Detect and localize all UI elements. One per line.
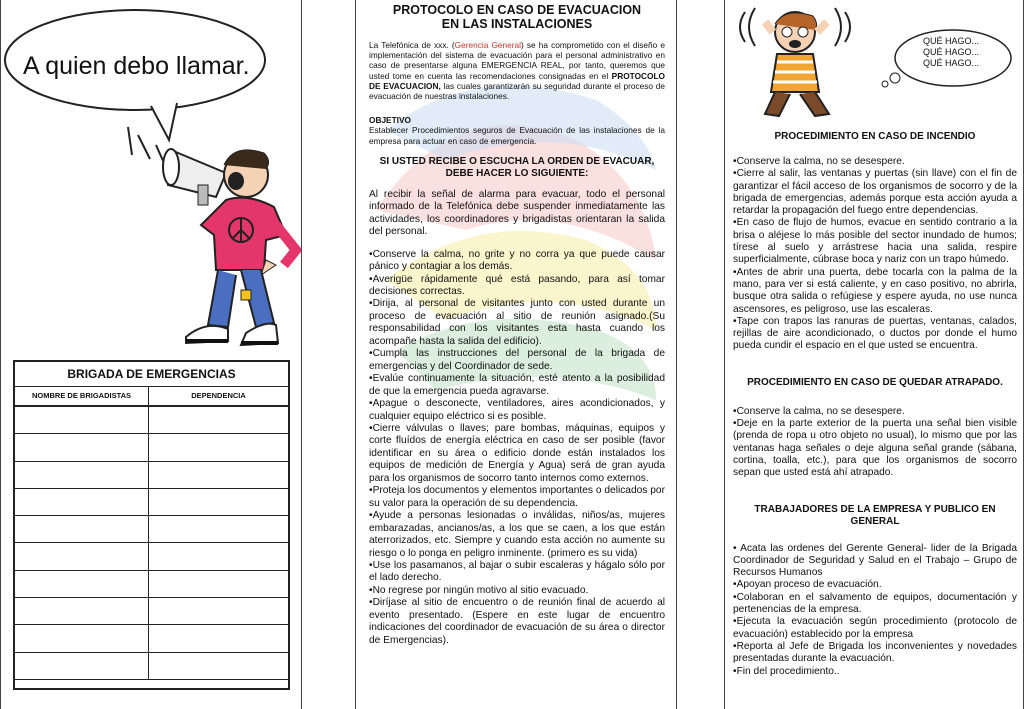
brigadist-name-cell — [15, 516, 149, 543]
brigadist-name-cell — [15, 571, 149, 598]
brigadist-name-cell — [15, 625, 149, 652]
left-panel — [0, 0, 302, 709]
department-cell — [149, 625, 288, 652]
fire-procedure-item: •Tape con trapos las ranuras de puertas, ventanas, calados, rejillas de aire acondicionado, o ductos por donde el humo pueda cundir el espacio en el que usted se encuentra. — [733, 315, 1017, 352]
evacuation-instruction-item: •Ayude a personas lesionadas o inválidas, niños/as, mujeres embarazadas, ancianos/as, a los que se caen, a los que están aterrorizados, etc. Siempre y cuando esta acción no aumente su riesgo o lo ponga en peligro inminente. (primero es su vida) — [369, 510, 665, 559]
objective-title: OBJETIVO — [369, 115, 411, 126]
workers-list — [733, 543, 1017, 678]
workers-item: •Reporta al Jefe de Brigada los inconvenientes y novedades presentadas durante la evacuación. — [733, 640, 1017, 665]
fire-procedure-item: •Cierre al salir, las ventanas y puertas (sin llave) con el fin de garantizar el fácil acceso de los organismos de socorro y de la brigada de emergencias, además porque esta acción ayuda a retardar la propagación del fuego entre dependencias. — [733, 168, 1017, 217]
thought-line: QUÉ HAGO... — [923, 58, 980, 68]
evacuation-instructions-list — [369, 249, 665, 648]
protocol-title-line2: EN LAS INSTALACIONES — [441, 17, 593, 31]
evacuation-instruction-item: •Cierre válvulas o llaves; pare bombas, máquinas, equipos y corte fluídos de energía eléctrica en caso de ser posible (favor identificar en su área o edificio donde están instalados los equipos de medición de Energía y Agua) será de gran ayuda para los organismos de socorro tanto internos como externos. — [369, 422, 665, 484]
brigade-table — [13, 360, 290, 690]
workers-item: • Acata las ordenes del Gerente General- lider de la Brigada Coordinador de Seguridad y Salud en el Trabajo – Grupo de Recursos Humanos — [733, 542, 1017, 579]
middle-content — [369, 3, 665, 647]
department-cell — [149, 407, 288, 434]
intro-text-bold: PROTOCOLO DE EVACUACION, — [369, 70, 665, 91]
evacuation-instruction-item: •Dirija, al personal de visitantes junto con usted durante un proceso de evacuación al sitio de reunión asignado.(Su responsabilidad con los visitantes esta hasta cuando los acompañe hasta la salida del edificio). — [369, 298, 665, 347]
trapped-procedure-heading: PROCEDIMIENTO EN CASO DE QUEDAR ATRAPADO. — [747, 376, 1003, 388]
thought-line: QUÉ HAGO... — [923, 47, 980, 57]
intro-text-b: ) se ha comprometido con el diseño e implementación del sistema de evacuación para el personal administrativo en caso de presentarse alguna EMERGENCIA REAL, por tanto, queremos que usted tome en cuenta las recomendaciones consignadas en el — [369, 40, 666, 81]
fire-procedure-list — [733, 156, 1017, 353]
middle-panel — [355, 0, 677, 709]
department-cell — [149, 571, 288, 598]
workers-item: •Fin del procedimiento.. — [733, 665, 840, 677]
worried-person-illustration — [735, 2, 865, 124]
thought-bubble-text — [923, 36, 979, 69]
department-cell — [149, 462, 288, 489]
evacuation-instruction-item: •Proteja los documentos y elementos importantes o delicados por su valor para la operación de su dependencia. — [369, 485, 665, 509]
intro-text-a: La Telefónica de xxx. ( — [369, 40, 455, 50]
department-cell — [149, 434, 288, 461]
workers-item: •Ejecuta la evacuación según procedimiento (protocolo de evacuación) establecido por la empresa — [733, 616, 1017, 640]
right-panel — [724, 0, 1024, 709]
protocol-title-line1: PROTOCOLO EN CASO DE EVACUACION — [392, 3, 642, 17]
brigadist-name-cell — [15, 407, 149, 434]
evacuation-instruction-item: •No regrese por ningún motivo al sitio evacuado. — [369, 584, 589, 596]
evacuation-instruction-item: •Averigüe rápidamente qué está pasando, para así tomar decisiones correctas. — [369, 273, 665, 297]
evacuation-instruction-item: •Use los pasamanos, al bajar o subir escaleras y hágalo sólo por el lado derecho. — [369, 559, 665, 584]
bubble-text: A quien debo llamar. — [23, 52, 250, 80]
workers-item: •Colaboran en el salvamento de equipos, documentación y pertenencias de la empresa. — [733, 591, 1017, 616]
objective-text: Establecer Procedimientos seguros de Evacuación de las instalaciones de la empresa para actuar en caso de emergencia. — [369, 125, 665, 146]
intro-text-c: las cuales garantizarán su seguridad durante el proceso de evacuación de nuestras instalaciones. — [369, 80, 665, 102]
evacuation-instruction-item: •Apague o desconecte, ventiladores, aires acondicionados, y cualquier equipo eléctrico si es posible. — [369, 398, 665, 422]
department-cell — [149, 598, 288, 625]
brigadist-name-cell — [15, 462, 149, 489]
brigadist-name-cell — [15, 489, 149, 516]
column-header-department: DEPENDENCIA — [149, 387, 288, 407]
column-header-names: NOMBRE DE BRIGADISTAS — [15, 387, 149, 407]
fire-procedure-item: •En caso de flujo de humos, evacue en sentido contrario a la brisa o aléjese lo más posible del sector inundado de humos; tírese al suelo y arrástrese hacia una salida, respire superficialmente, cúbrase boca y nariz con un trapo húmedo. — [733, 217, 1017, 266]
alarm-paragraph: Al recibir la señal de alarma para evacuar, todo el personal informado de la Telefónica debe suspender inmediatamente las actividades, los coordinadores y brigadistas orientaran la salida del personal. — [369, 188, 665, 238]
brigade-table-title: BRIGADA DE EMERGENCIAS — [15, 362, 288, 387]
department-cell — [149, 489, 288, 516]
trapped-procedure-item: •Deje en la parte exterior de la puerta una señal bien visible (prenda de ropa u otro objeto no usual), lo mismo que por las ventanas haga señales o deje alguna señal grande (sábana, cortina, toalla, etc.), para que los organismos de socorro sepan que usted está ahí atrapado. — [733, 418, 1017, 479]
brigade-table-grid — [15, 387, 288, 680]
right-content — [733, 131, 1017, 678]
brigadist-name-cell — [15, 598, 149, 625]
intro-text-red: Gerencia General — [454, 40, 521, 50]
brigadist-name-cell — [15, 543, 149, 570]
evacuation-instruction-item: •Conserve la calma, no grite y no corra ya que puede causar pánico y contagiar a los demás. — [369, 248, 665, 273]
department-cell — [149, 516, 288, 543]
workers-heading: TRABAJADORES DE LA EMPRESA Y PUBLICO EN GENERAL — [754, 503, 996, 527]
trapped-procedure-list — [733, 406, 1017, 480]
megaphone-person-illustration — [116, 115, 302, 355]
intro-paragraph — [369, 40, 665, 101]
evacuation-instruction-item: •Cumpla las instrucciones del personal de la brigada de emergencias y del Coordinador de sede. — [369, 348, 665, 372]
trapped-procedure-item: •Conserve la calma, no se desespere. — [733, 405, 905, 417]
fire-procedure-item: •Conserve la calma, no se desespere. — [733, 156, 905, 167]
workers-item: •Apoyan proceso de evacuación. — [733, 579, 882, 591]
fire-procedure-heading: PROCEDIMIENTO EN CASO DE INCENDIO — [774, 131, 976, 142]
evacuation-instruction-item: •Diríjase al sitio de encuentro o de reunión final de acuerdo al evento presentado. (Espere en este lugar de encuentro indicaciones del coordinador de evacuación de su área o director de Emergencias). — [369, 597, 665, 646]
department-cell — [149, 543, 288, 570]
evacuation-instruction-item: •Evalúe continuamente la situación, esté atento a la posibilidad de que la emergencia pueda agravarse. — [369, 373, 665, 397]
department-cell — [149, 653, 288, 680]
brigadist-name-cell — [15, 434, 149, 461]
thought-line: QUÉ HAGO... — [923, 36, 980, 46]
fire-procedure-item: •Antes de abrir una puerta, debe tocarla con la palma de la mano, para ver si está caliente, y en caso positivo, no abrirla, busque otra salida o refúgiese y espere ayuda, no use nunca ascensores, es peligroso, use las escaleras. — [733, 266, 1017, 315]
order-heading: SI USTED RECIBE O ESCUCHA LA ORDEN DE EVACUAR, DEBE HACER LO SIGUIENTE: — [379, 155, 655, 179]
brigadist-name-cell — [15, 653, 149, 680]
